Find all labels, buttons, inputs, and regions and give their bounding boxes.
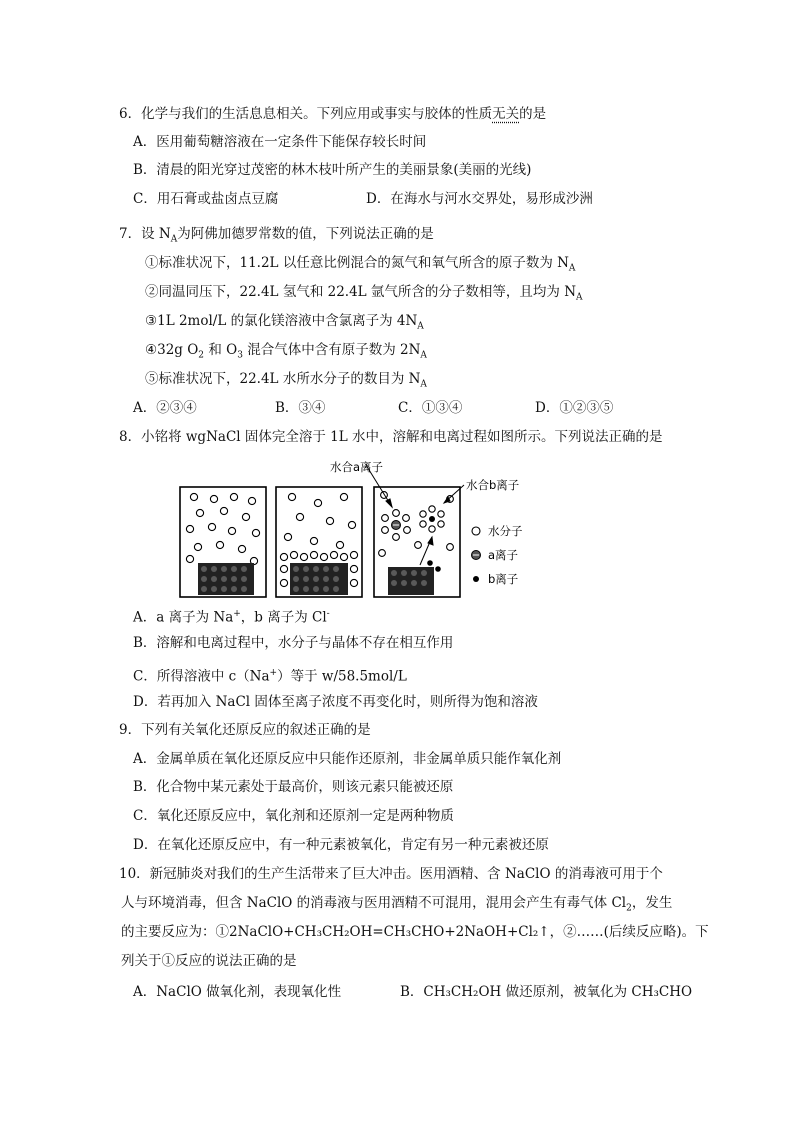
q9-option-b: B．化合物中某元素处于最高价，则该元素只能被还原: [133, 779, 454, 795]
legend-a-label: a离子: [488, 548, 519, 562]
q10-stem-line-3: 的主要反应为：①2NaClO+CH₃CH₂OH=CH₃CHO+2NaOH+Cl₂↑，②……(后续反应略)。下: [121, 924, 709, 940]
legend: [472, 524, 523, 586]
q10-stem-line-4: 列关于①反应的说法正确的是: [121, 953, 297, 969]
q6-option-d: D．在海水与河水交界处，易形成沙洲: [366, 191, 593, 207]
hydrated-a-ion: [382, 510, 411, 541]
beaker-1-water: [186, 493, 259, 564]
q7-option-a: A．②③④: [133, 400, 197, 416]
legend-b-label: b离子: [488, 572, 519, 586]
q10-option-a: A．NaClO 做氧化剂，表现氧化性: [133, 984, 342, 1000]
q8-option-b: B．溶解和电离过程中，水分子与晶体不存在相互作用: [133, 635, 454, 651]
legend-water-label: 水分子: [488, 524, 523, 538]
q6-stem: 6．化学与我们的生活息息相关。下列应用或事实与胶体的性质无关的是: [119, 106, 547, 122]
q8-option-c: C．所得溶液中 c（Na+）等于 w/58.5mol/L: [133, 668, 407, 685]
legend-b-icon: [473, 576, 479, 582]
q7-statement-3: ③1L 2mol/L 的氯化镁溶液中含氯离子为 $4N_A$: [145, 313, 424, 332]
beaker-3-crystal: [388, 560, 441, 595]
q7-stem: 7．设 $N_A$为阿佛加德罗常数的值，下列说法正确的是: [119, 226, 434, 245]
dissolution-figure: [170, 455, 570, 600]
q10-stem-line-1: 10．新冠肺炎对我们的生产生活带来了巨大冲击。医用酒精、含 NaClO 的消毒液可用于个: [119, 866, 663, 882]
q7-option-d: D．①②③⑤: [535, 400, 614, 416]
q6-option-a: A．医用葡萄糖溶液在一定条件下能保存较长时间: [133, 134, 427, 150]
q7-statement-5: ⑤标准状况下，22.4L 水所水分子的数目为 $N_A$: [145, 371, 427, 390]
q7-option-c: C．①③④: [398, 400, 463, 416]
beaker-2-crystal: [290, 563, 348, 595]
label-hydrated-b: 水合b离子: [466, 478, 520, 492]
q7-statement-1: ①标准状况下，11.2L 以任意比例混合的氮气和氧气所含的原子数为 $N_A$: [145, 255, 576, 274]
q9-stem: 9．下列有关氧化还原反应的叙述正确的是: [119, 722, 371, 738]
q9-option-a: A．金属单质在氧化还原反应中只能作还原剂，非金属单质只能作氧化剂: [133, 751, 562, 767]
q10-option-b: B．CH₃CH₂OH 做还原剂，被氧化为 CH₃CHO: [400, 984, 693, 1000]
q9-option-d: D．在氧化还原反应中，有一种元素被氧化，肯定有另一种元素被还原: [133, 837, 549, 853]
q8-option-a: A．a 离子为 Na+，b 离子为 Cl-: [133, 609, 330, 626]
q8-option-d: D．若再加入 NaCl 固体至离子浓度不再变化时，则所得为饱和溶液: [133, 694, 538, 710]
q7-statement-4: ④32g $O_2$ 和 $O_3$ 混合气体中含有原子数为 $2N_A$: [145, 342, 427, 361]
label-hydrated-a: 水合a离子: [330, 460, 384, 474]
legend-water-icon: [472, 527, 480, 535]
q7-statement-2: ②同温同压下，22.4L 氢气和 22.4L 氩气所含的分子数相等，且均为 $N_A$: [145, 284, 583, 303]
q7-option-b: B．③④: [275, 400, 326, 416]
q10-stem-line-2: 人与环境消毒，但含 NaClO 的消毒液与医用酒精不可混用，混用会产生有毒气体 $Cl_2$，发生: [121, 895, 673, 914]
q9-option-c: C．氧化还原反应中，氧化剂和还原剂一定是两种物质: [133, 808, 454, 824]
beaker-1-crystal: [198, 563, 254, 595]
q6-option-c: C．用石膏或盐卤点豆腐: [133, 191, 279, 207]
q8-stem: 8．小铭将 wgNaCl 固体完全溶于 1L 水中，溶解和电离过程如图所示。下列说法正确的是: [119, 429, 663, 445]
hydrated-b-ion-inbeaker: [420, 506, 444, 532]
q6-option-b: B．清晨的阳光穿过茂密的林木枝叶所产生的美丽景象(美丽的光线): [133, 162, 532, 178]
